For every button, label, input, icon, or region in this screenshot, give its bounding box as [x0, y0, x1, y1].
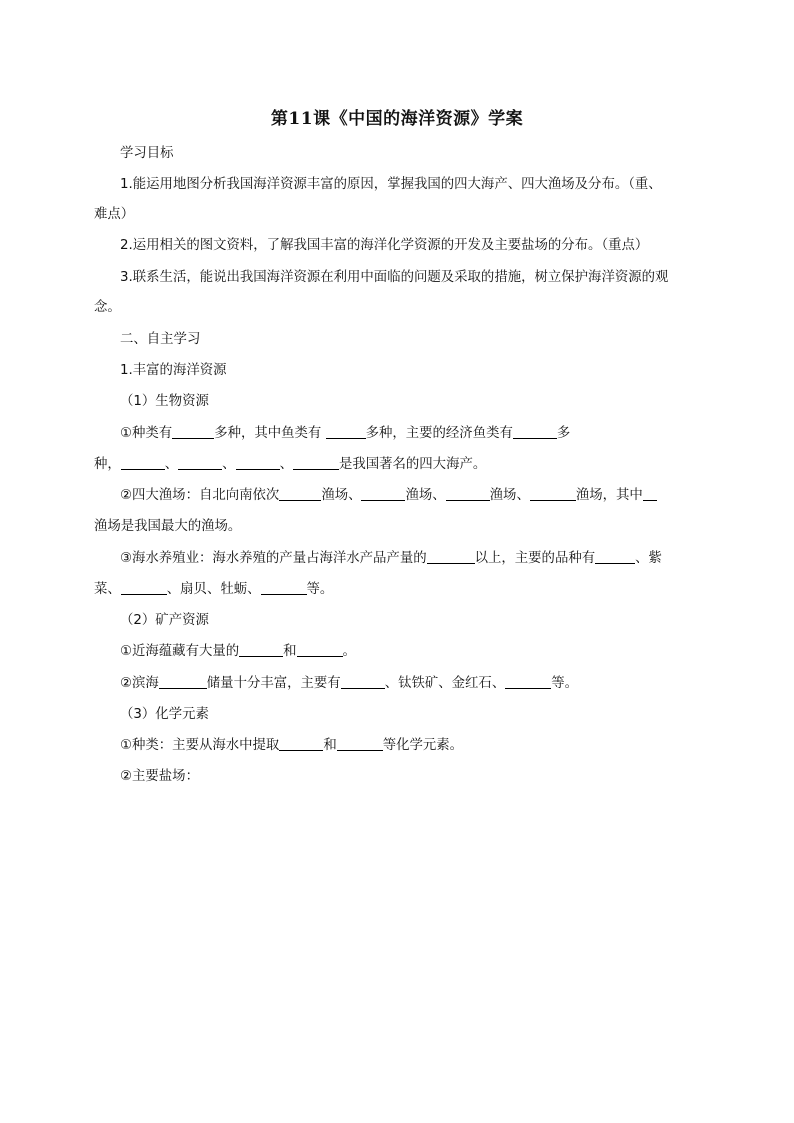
question-1-line-2	[94, 455, 702, 475]
part-1-3-heading: （3）化学元素	[120, 707, 209, 722]
answer-blank[interactable]	[279, 736, 323, 751]
text-segment: 。	[342, 644, 356, 659]
answer-blank[interactable]	[261, 580, 307, 595]
question-2-line-1	[120, 486, 702, 506]
section-self-study-heading: 二、自主学习	[120, 332, 201, 347]
text-segment: 储量十分丰富，主要有	[206, 676, 341, 691]
text-segment: 和	[323, 738, 337, 753]
answer-blank[interactable]	[530, 486, 576, 501]
question-5	[120, 674, 702, 694]
goal-1-line-2: 难点）	[94, 207, 135, 222]
answer-blank[interactable]	[337, 736, 383, 751]
question-3-line-2	[94, 580, 702, 600]
text-segment: 、钛铁矿、金红石、	[384, 676, 506, 691]
page-title: 第11课《中国的海洋资源》学案	[270, 109, 524, 129]
question-7: ②主要盐场：	[120, 769, 199, 784]
part-1-heading: 1.丰富的海洋资源	[120, 363, 227, 378]
text-segment: 等化学元素。	[382, 738, 464, 753]
text-segment: ①种类有	[120, 426, 173, 441]
text-segment: ，其中	[602, 488, 643, 503]
answer-blank[interactable]	[361, 486, 405, 501]
answer-blank[interactable]	[341, 674, 385, 689]
answer-blank[interactable]	[427, 549, 475, 564]
goal-1-line-1: 1.能运用地图分析我国海洋资源丰富的原因，掌握我国的四大海产、四大渔场及分布。（重、	[120, 177, 662, 192]
answer-blank[interactable]	[643, 486, 657, 501]
answer-blank[interactable]	[236, 455, 280, 470]
answer-blank[interactable]	[239, 642, 283, 657]
text-segment: 、紫	[635, 551, 662, 566]
text-segment: ②滨海	[120, 676, 159, 691]
answer-blank[interactable]	[326, 424, 366, 439]
answer-blank[interactable]	[595, 549, 635, 564]
answer-blank[interactable]	[159, 674, 207, 689]
section-goals-heading: 学习目标	[120, 146, 174, 161]
goal-2: 2.运用相关的图文资料，了解我国丰富的海洋化学资源的开发及主要盐场的分布。（重点）	[120, 238, 649, 253]
part-1-2-heading: （2）矿产资源	[120, 613, 209, 628]
part-1-1-heading: （1）生物资源	[120, 394, 209, 409]
text-segment: 渔场	[405, 488, 433, 503]
answer-blank[interactable]	[279, 486, 321, 501]
text-segment: 多种，其中鱼类有	[214, 426, 326, 441]
answer-blank[interactable]	[172, 424, 214, 439]
text-segment: 种，	[94, 457, 121, 472]
text-segment: 渔场	[489, 488, 517, 503]
text-segment: 多	[556, 426, 571, 441]
answer-blank[interactable]	[121, 455, 165, 470]
text-segment: 以上，主要的品种有	[474, 551, 596, 566]
goal-3-line-1: 3.联系生活，能说出我国海洋资源在利用中面临的问题及采取的措施，树立保护海洋资源的观	[120, 270, 669, 285]
text-segment: ③海水养殖业：海水养殖的产量占海洋水产品产量的	[120, 551, 427, 566]
separator: 、	[432, 488, 446, 503]
text-segment: 菜、	[94, 582, 121, 597]
question-4	[120, 642, 702, 662]
question-2-line-2: 渔场是我国最大的渔场。	[94, 519, 242, 534]
answer-blank[interactable]	[121, 580, 167, 595]
text-segment: 多种，主要的经济鱼类有	[365, 426, 513, 441]
separator: 、	[222, 457, 236, 472]
text-segment: ②四大渔场：自北向南依次	[120, 488, 280, 503]
text-segment: 和	[283, 644, 297, 659]
separator: 、	[516, 488, 530, 503]
separator: 、	[279, 457, 293, 472]
text-segment: 等。	[551, 676, 578, 691]
text-segment: 渔场	[321, 488, 349, 503]
answer-blank[interactable]	[293, 455, 339, 470]
separator: 、	[164, 457, 179, 472]
text-segment: ①种类：主要从海水中提取	[120, 738, 280, 753]
answer-blank[interactable]	[513, 424, 557, 439]
answer-blank[interactable]	[178, 455, 222, 470]
separator: 、	[348, 488, 362, 503]
text-segment: 等。	[306, 582, 334, 597]
question-3-line-1	[120, 549, 702, 569]
goal-3-line-2: 念。	[94, 300, 121, 315]
question-1-line-1	[120, 424, 702, 444]
answer-blank[interactable]	[505, 674, 551, 689]
text-segment: 是我国著名的四大海产。	[338, 457, 487, 472]
text-segment: 渔场	[575, 488, 603, 503]
answer-blank[interactable]	[446, 486, 490, 501]
answer-blank[interactable]	[297, 642, 343, 657]
question-6	[120, 736, 702, 756]
text-segment: ①近海蕴藏有大量的	[120, 644, 240, 659]
text-segment: 、扇贝、牡蛎、	[166, 582, 261, 597]
